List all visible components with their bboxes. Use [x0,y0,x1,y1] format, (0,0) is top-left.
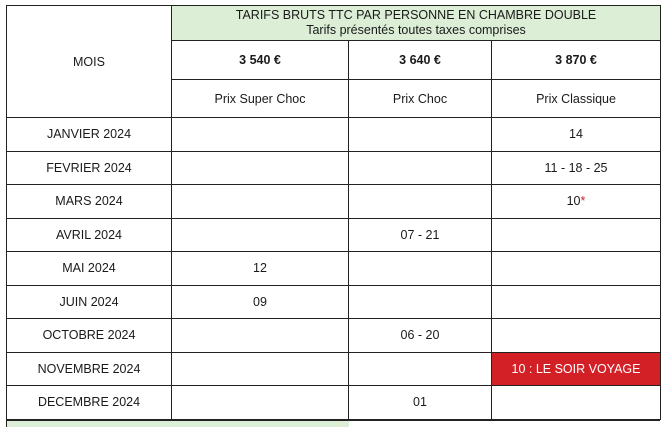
choc-cell [349,185,492,219]
table-row [7,352,661,386]
choc-cell [349,118,492,152]
table-row [7,151,661,185]
classique-cell [492,386,661,420]
super-choc-cell [172,218,349,252]
month-cell: MAI 2024 [7,252,172,286]
super-choc-cell: 12 [172,252,349,286]
choc-cell [349,151,492,185]
classique-cell [492,285,661,319]
table-row [7,285,661,319]
super-choc-cell [172,352,349,386]
super-choc-cell [172,319,349,353]
price-super-choc: 3 540 € [172,41,349,80]
soir-voyage-badge: 10 : LE SOIR VOYAGE [492,352,661,386]
classique-cell [492,185,661,219]
month-cell: AVRIL 2024 [7,218,172,252]
table-row [7,386,661,420]
tarifs-title-line2: Tarifs présentés toutes taxes comprises [306,23,526,37]
table-row [7,218,661,252]
table-row [7,319,661,353]
month-cell: NOVEMBRE 2024 [7,352,172,386]
footer-divider [348,420,660,421]
super-choc-cell [172,118,349,152]
table-row [7,252,661,286]
choc-cell: 07 - 21 [349,218,492,252]
classique-cell [492,218,661,252]
tarifs-title-line1: TARIFS BRUTS TTC PAR PERSONNE EN CHAMBRE DOUBLE [235,8,597,22]
table-header-row [7,6,661,41]
choc-cell: 06 - 20 [349,319,492,353]
tarifs-title [172,6,661,41]
price-choc: 3 640 € [349,41,492,80]
choc-cell [349,352,492,386]
super-choc-cell [172,185,349,219]
classique-cell: 11 - 18 - 25 [492,151,661,185]
classique-value: 10 [566,194,581,209]
month-cell: JANVIER 2024 [7,118,172,152]
category-super-choc: Prix Super Choc [172,80,349,118]
month-cell: OCTOBRE 2024 [7,319,172,353]
month-cell: MARS 2024 [7,185,172,219]
month-cell: FEVRIER 2024 [7,151,172,185]
month-cell: DECEMBRE 2024 [7,386,172,420]
month-cell: JUIN 2024 [7,285,172,319]
tarifs-table [6,5,661,420]
choc-cell: 01 [349,386,492,420]
classique-cell [492,319,661,353]
classique-cell [492,252,661,286]
asterisk-mark: * [580,194,586,209]
category-classique: Prix Classique [492,80,661,118]
super-choc-cell [172,386,349,420]
table-row [7,118,661,152]
super-choc-cell [172,151,349,185]
choc-cell [349,285,492,319]
table-row [7,185,661,219]
mois-header: MOIS [7,6,172,118]
category-choc: Prix Choc [349,80,492,118]
classique-cell: 14 [492,118,661,152]
price-classique: 3 870 € [492,41,661,80]
super-choc-cell: 09 [172,285,349,319]
choc-cell [349,252,492,286]
